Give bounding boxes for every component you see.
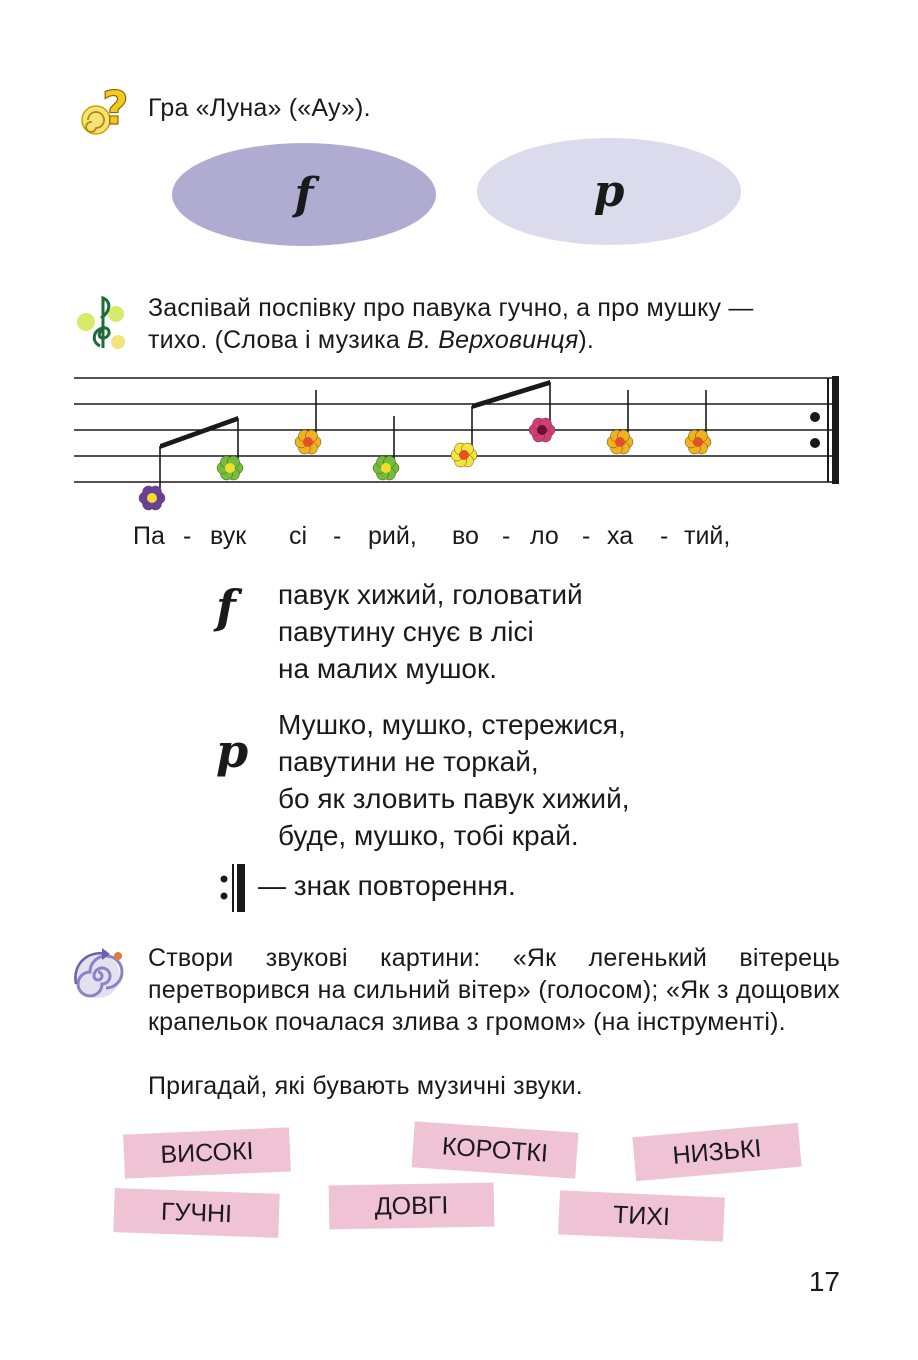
forte-sign: f [216,580,236,634]
syllable: рий, [368,522,417,550]
forte-mark: f [294,169,314,220]
verse-line: павук хижий, головатий [278,579,583,610]
syllable: ха [607,522,634,550]
piano-mark: p [593,166,625,217]
forte-oval [172,143,436,246]
sing-line-2: тихо. (Слова і музика В. Верховинця). [148,326,595,354]
piano-oval [477,138,741,245]
sound-pictures-task: Створи звукові картини: «Як легенький вітерець перетворився на сильний вітер» (голосом); «Як з дощових крапельок почалася злива з громом» (на інструменті). [148,944,840,1036]
verse-line: бо як зловить павук хижий, [278,783,630,814]
syllable: - [183,522,192,550]
repeat-sign-text: — знак повторення. [258,870,516,901]
note-beam [160,416,238,449]
syllable: - [333,522,342,550]
sing-instruction [148,292,840,356]
flower-note [607,390,633,454]
syllable: - [502,522,511,550]
verse-line: павутини не торкай, [278,746,539,777]
sound-label-long: ДОВГІ [329,1183,495,1230]
syllable: тий, [684,522,731,550]
repeat-sign-icon [218,862,250,914]
flower-note [295,390,321,454]
piano-sign: p [216,724,249,778]
syllable: Па [133,522,165,550]
flower-note [451,406,477,467]
sound-label-short: КОРОТКІ [412,1121,579,1178]
flower-note [373,416,399,480]
flower-note [217,418,243,480]
author-name: В. Верховинця [407,326,579,354]
svg-text:?: ? [102,81,129,135]
sound-label-loud: ГУЧНІ [113,1188,279,1238]
recall-task: Пригадай, які бувають музичні звуки. [148,1072,583,1100]
syllable: вук [210,522,247,550]
music-staff [74,370,844,520]
page-number: 17 [808,1266,840,1297]
question-icon [72,80,132,140]
piano-verse [278,706,630,854]
flower-note [685,390,711,454]
syllable: - [660,522,669,550]
sound-label-low: НИЗЬКІ [632,1123,801,1181]
sound-label-quiet: ТИХІ [558,1190,725,1241]
verse-line: на малих мушок. [278,653,498,684]
syllable: во [452,522,479,550]
syllable: сі [289,522,308,550]
game-title: Гра «Луна» («Ау»). [148,94,371,122]
verse-line: Мушко, мушко, стережися, [278,709,626,740]
sound-label-high: ВИСОКІ [123,1127,291,1178]
spiral-icon [70,944,130,1004]
flower-note [529,382,555,442]
syllable: - [582,522,591,550]
syllable: ло [530,522,559,550]
verse-line: павутину снує в лісі [278,616,534,647]
music-note-icon [72,292,132,352]
forte-verse [278,576,583,687]
verse-line: буде, мушко, тобі край. [278,820,579,851]
sing-line-1: Заспівай поспівку про павука гучно, а про мушку — [148,294,754,322]
